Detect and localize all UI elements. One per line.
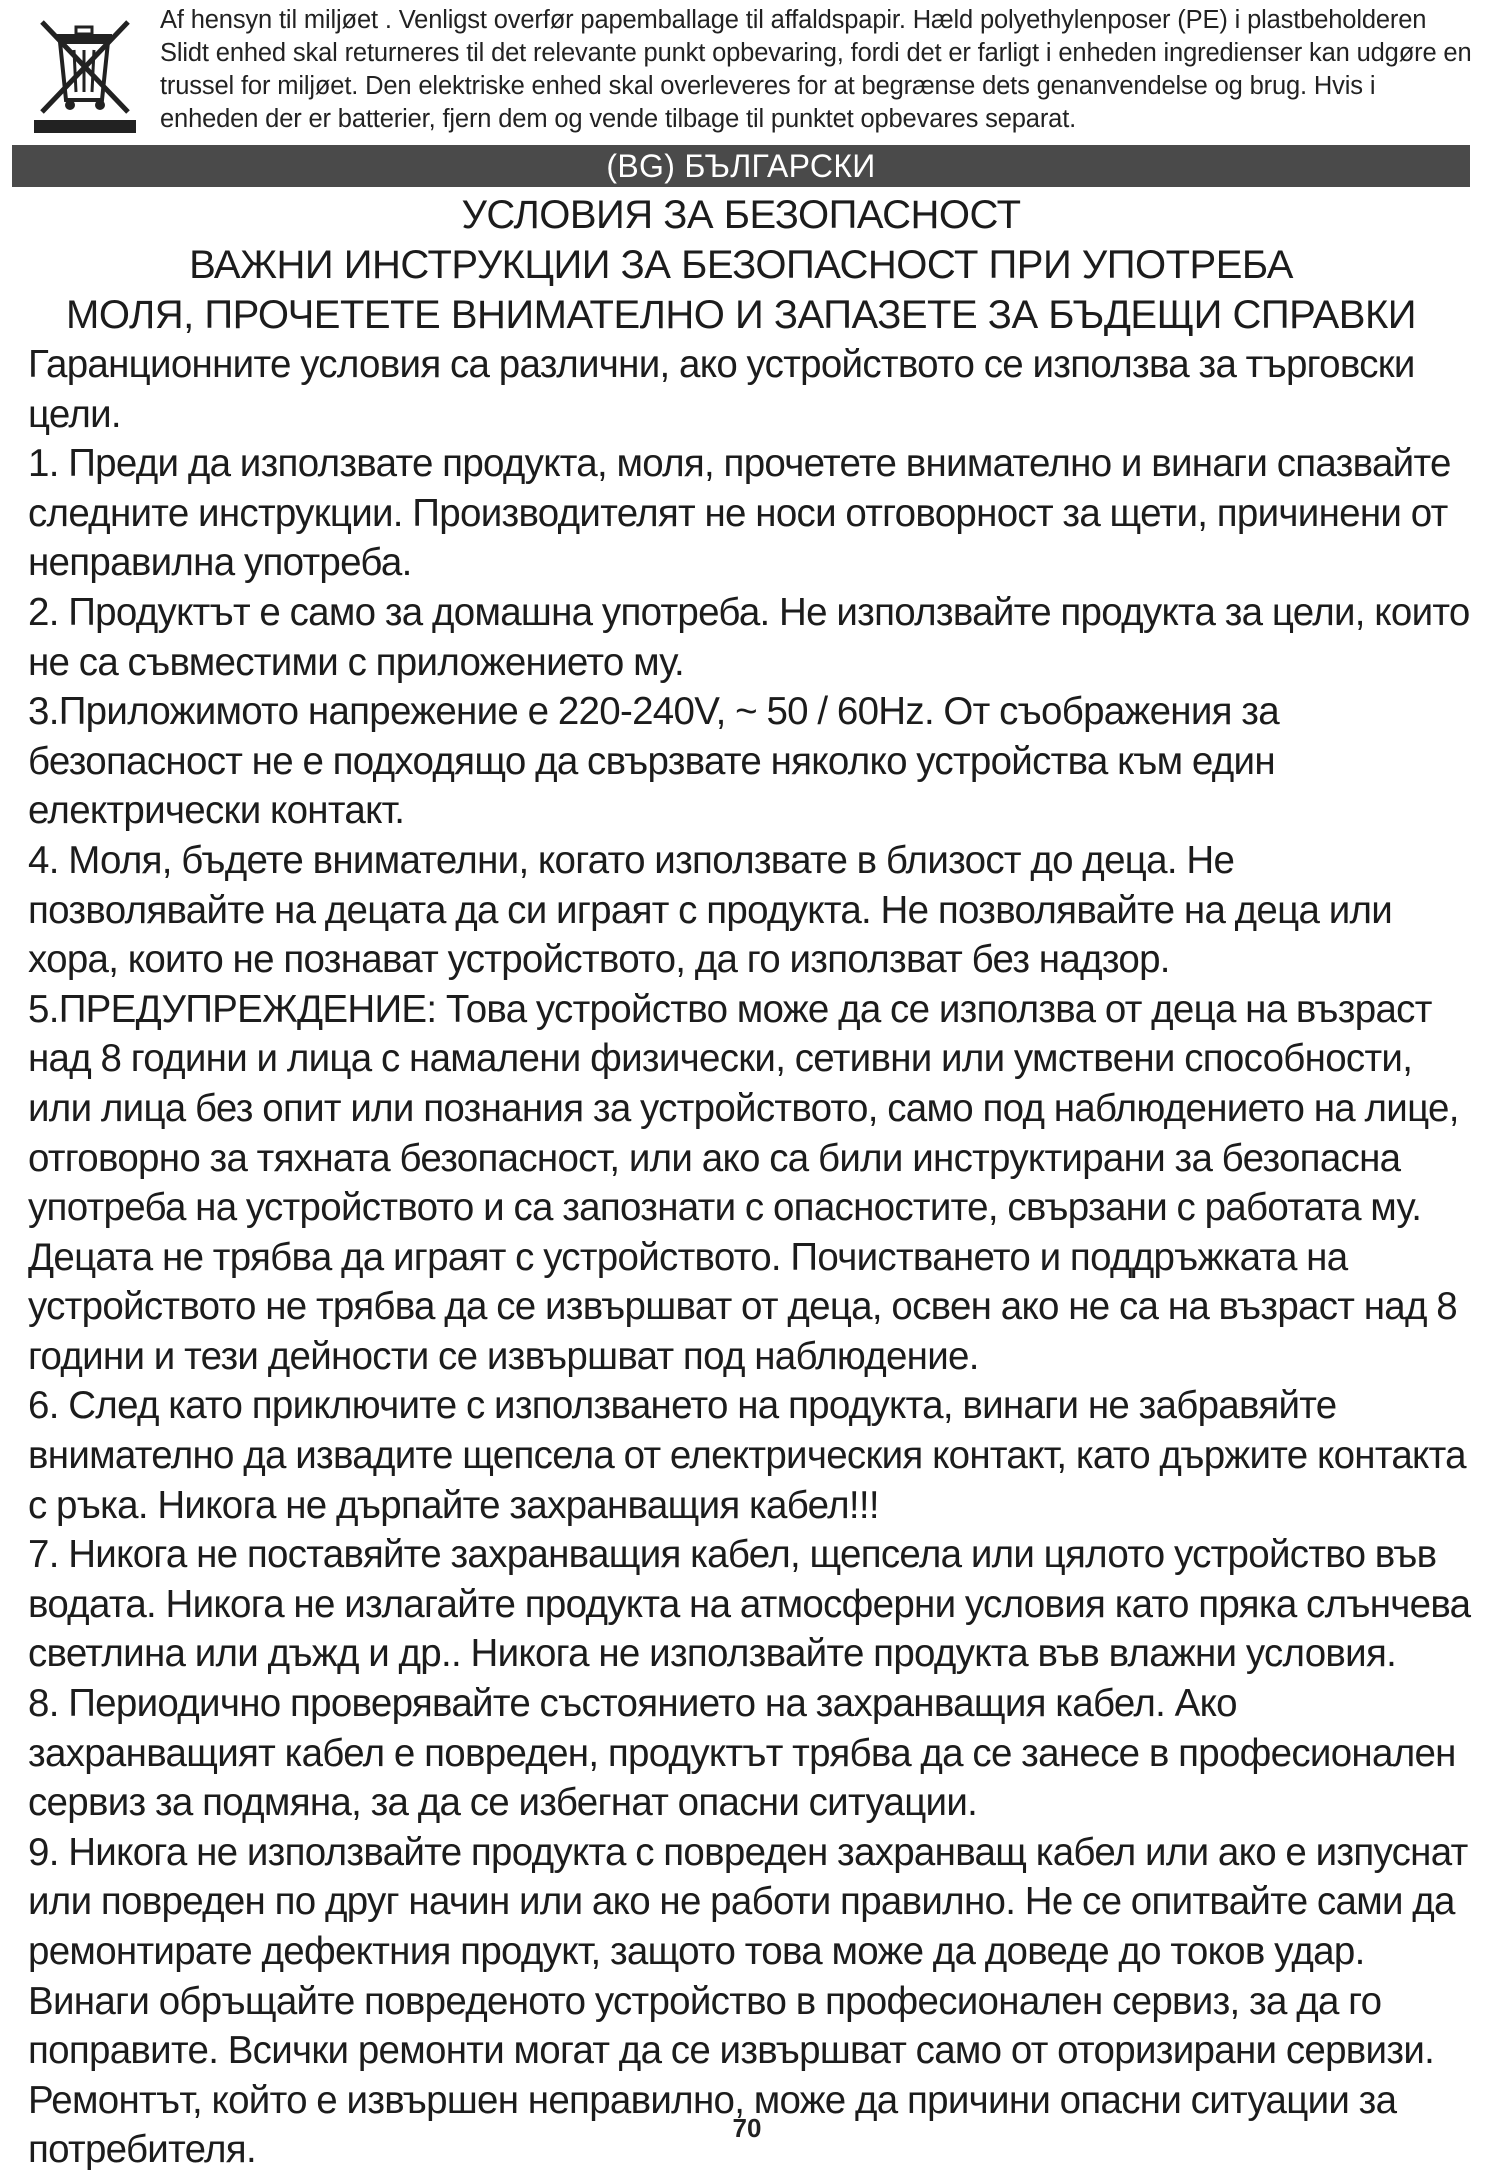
heading-safety-conditions: УСЛОВИЯ ЗА БЕЗОПАСНОСТ bbox=[461, 193, 1021, 237]
page-number: 70 bbox=[732, 2113, 762, 2143]
instruction-1: 1. Преди да използвате продукта, моля, прочетете внимателно и винаги спазвайте следните инструкции. Производителят не носи отговорност за щети, причинени от неправилна употреба. bbox=[28, 442, 1451, 585]
instruction-3: 3.Приложимото напрежение е 220-240V, ~ 50 / 60Hz. От съображения за безопасност не е подходящо да свързвате няколко устройства към един електрически контакт. bbox=[28, 690, 1279, 833]
language-section-bar: (BG) БЪЛГАРСКИ bbox=[12, 145, 1470, 187]
warranty-paragraph: Гаранционните условия са различни, ако устройството се използва за търговски цели. bbox=[28, 343, 1415, 436]
disposal-notice-text: Af hensyn til miljøet . Venligst overfør papemballage til affaldspapir. Hæld polyethylenposer (PE) i plastbeholderen Slidt enhed skal returneres til det relevante punkt opbevaring, fordi det er farligt i enheden ingredienser kan udgøre en trussel for miljøet. Den elektriske enhed skal overleveres for at begrænse dets genanvendelse og brug. Hvis i enheden der er batterier, fjern dem og vende tilbage til punktet opbevares separat. bbox=[160, 6, 1472, 133]
instruction-9: 9. Никога не използвайте продукта с повреден захранващ кабел или ако е изпуснат или повреден по друг начин или ако не работи правилно. Не се опитвайте сами да ремонтирате дефектния продукт, защото това може да доведе до токов удар. Винаги обръщайте повреденото устройство в професионален сервиз, за да го поправите. Всички ремонти могат да се извършват само от оторизирани сервизи. Ремонтът, който е извършен неправилно, може да причини опасни ситуации за потребителя. bbox=[28, 1830, 1468, 2172]
crossed-out-wheelie-bin-icon bbox=[34, 16, 136, 134]
disposal-notice bbox=[34, 4, 1474, 144]
instruction-4: 4. Моля, бъдете внимателни, когато използвате в близост до деца. Не позволявайте на децата да си играят с продукта. Не позволявайте на деца или хора, които не познават устройството, да го използват без надзор. bbox=[28, 838, 1393, 982]
instruction-2: 2. Продуктът е само за домашна употреба. Не използвайте продукта за цели, които не са съвместими с приложението му. bbox=[28, 590, 1470, 684]
instruction-5-warning: 5.ПРЕДУПРЕЖДЕНИЕ: Това устройство може да се използва от деца на възраст над 8 години и лица с намалени физически, сетивни или умствени способности, или лица без опит или познания за устройството, само под наблюдението на лице, отговорно за тяхната безопасност, или ако са били инструктирани за безопасна употреба на устройството и са запознати с опасностите, свързани с работата му. Децата не трябва да играят с устройството. Почистването и поддръжката на устройството не трябва да се извършват от деца, освен ако не са на възраст над 8 години и тези дейности се извършват под наблюдение. bbox=[28, 987, 1459, 1378]
safety-headings bbox=[12, 190, 1470, 340]
heading-important-instructions: ВАЖНИ ИНСТРУКЦИИ ЗА БЕЗОПАСНОСТ ПРИ УПОТРЕБА bbox=[189, 243, 1293, 287]
heading-read-carefully: МОЛЯ, ПРОЧЕТЕТЕ ВНИМАТЕЛНО И ЗАПАЗЕТЕ ЗА БЪДЕЩИ СПРАВКИ bbox=[66, 293, 1416, 337]
safety-instructions-body bbox=[28, 340, 1472, 2175]
instruction-8: 8. Периодично проверявайте състоянието на захранващия кабел. Ако захранващият кабел е повреден, продуктът трябва да се занесе в професионален сервиз за подмяна, за да се избегнат опасни ситуации. bbox=[28, 1682, 1456, 1825]
instruction-7: 7. Никога не поставяйте захранващия кабел, щепсела или цялото устройство във водата. Никога не излагайте продукта на атмосферни условия като пряка слънчева светлина или дъжд и др.. Никога не използвайте продукта във влажни условия. bbox=[28, 1533, 1471, 1676]
instruction-6: 6. След като приключите с използването на продукта, винаги не забравяйте внимателно да извадите щепсела от електрическия контакт, като държите контакта с ръка. Никога не дърпайте захранващия кабел!!! bbox=[28, 1384, 1466, 1527]
